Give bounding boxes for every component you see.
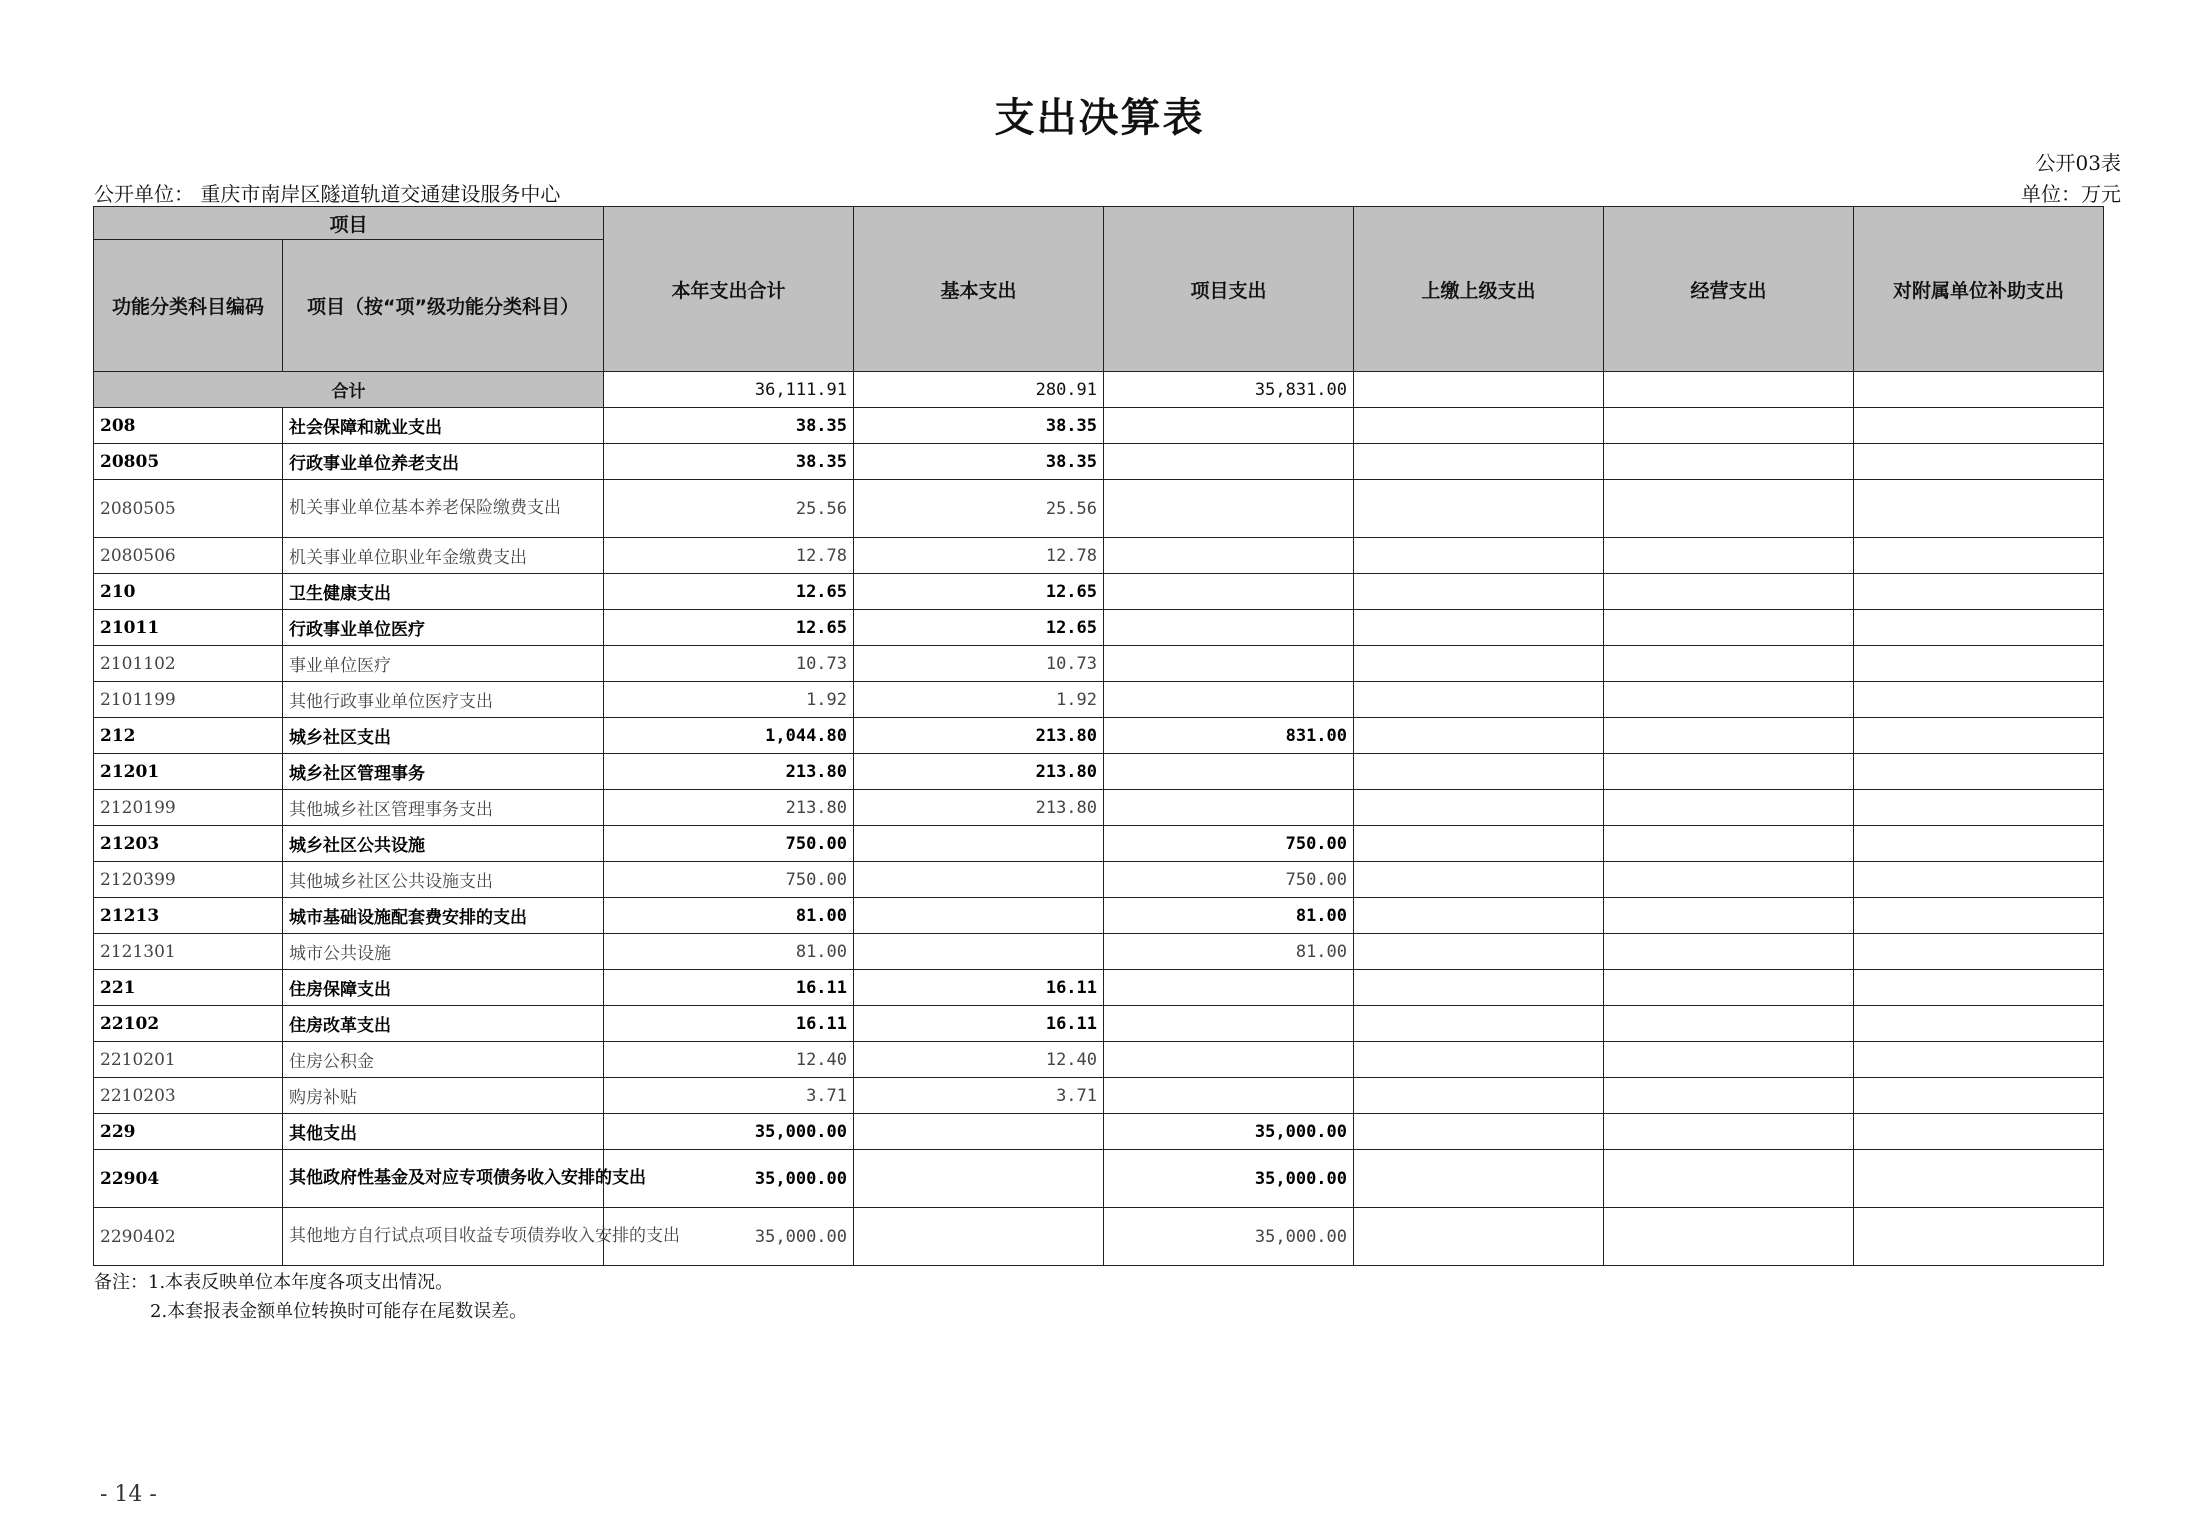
total-label: 合计 xyxy=(94,372,604,408)
row-operation xyxy=(1604,898,1854,934)
row-upper xyxy=(1354,1042,1604,1078)
row-name: 行政事业单位养老支出 xyxy=(283,444,604,480)
row-upper xyxy=(1354,754,1604,790)
row-subsidy xyxy=(1854,1078,2104,1114)
row-subsidy xyxy=(1854,826,2104,862)
total-upper xyxy=(1354,372,1604,408)
row-operation xyxy=(1604,790,1854,826)
row-project xyxy=(1104,754,1354,790)
row-project: 81.00 xyxy=(1104,934,1354,970)
row-upper xyxy=(1354,718,1604,754)
table-row xyxy=(94,480,2104,538)
row-code: 20805 xyxy=(94,444,283,480)
row-subsidy xyxy=(1854,538,2104,574)
row-code: 2080505 xyxy=(94,480,283,538)
table-row xyxy=(94,538,2104,574)
row-name: 城乡社区管理事务 xyxy=(283,754,604,790)
row-code: 2210201 xyxy=(94,1042,283,1078)
row-subsidy xyxy=(1854,1208,2104,1266)
row-upper xyxy=(1354,682,1604,718)
form-number: 公开03表 xyxy=(2035,151,2121,175)
total-project: 35,831.00 xyxy=(1104,372,1354,408)
row-code: 2210203 xyxy=(94,1078,283,1114)
row-name: 住房改革支出 xyxy=(283,1006,604,1042)
row-upper xyxy=(1354,790,1604,826)
row-subsidy xyxy=(1854,408,2104,444)
row-name: 其他城乡社区公共设施支出 xyxy=(283,862,604,898)
row-name: 住房公积金 xyxy=(283,1042,604,1078)
row-total: 25.56 xyxy=(604,480,854,538)
table-row xyxy=(94,1042,2104,1078)
row-code: 21201 xyxy=(94,754,283,790)
row-operation xyxy=(1604,682,1854,718)
table-row xyxy=(94,682,2104,718)
row-operation xyxy=(1604,718,1854,754)
row-project xyxy=(1104,1078,1354,1114)
table-row xyxy=(94,862,2104,898)
row-basic xyxy=(854,898,1104,934)
page-title: 支出决算表 xyxy=(994,95,1205,141)
row-subsidy xyxy=(1854,610,2104,646)
table-row xyxy=(94,1208,2104,1266)
row-project: 750.00 xyxy=(1104,862,1354,898)
total-basic: 280.91 xyxy=(854,372,1104,408)
table-row xyxy=(94,408,2104,444)
row-project xyxy=(1104,574,1354,610)
row-upper xyxy=(1354,1208,1604,1266)
row-code: 2080506 xyxy=(94,538,283,574)
row-total: 16.11 xyxy=(604,970,854,1006)
row-code: 229 xyxy=(94,1114,283,1150)
row-code: 21011 xyxy=(94,610,283,646)
row-name: 其他地方自行试点项目收益专项债券收入安排的支出 xyxy=(283,1208,604,1266)
table-row xyxy=(94,718,2104,754)
row-basic: 16.11 xyxy=(854,970,1104,1006)
table-row xyxy=(94,646,2104,682)
row-code: 2101199 xyxy=(94,682,283,718)
row-project xyxy=(1104,408,1354,444)
row-basic xyxy=(854,862,1104,898)
note-2: 2.本套报表金额单位转换时可能存在尾数误差。 xyxy=(150,1301,528,1322)
row-project xyxy=(1104,480,1354,538)
row-total: 12.65 xyxy=(604,574,854,610)
row-basic: 12.65 xyxy=(854,574,1104,610)
row-operation xyxy=(1604,754,1854,790)
row-basic xyxy=(854,1114,1104,1150)
row-total: 750.00 xyxy=(604,826,854,862)
row-name: 购房补贴 xyxy=(283,1078,604,1114)
row-operation xyxy=(1604,610,1854,646)
row-name: 其他政府性基金及对应专项债务收入安排的支出 xyxy=(283,1150,604,1208)
row-code: 2120199 xyxy=(94,790,283,826)
row-total: 12.78 xyxy=(604,538,854,574)
row-basic: 10.73 xyxy=(854,646,1104,682)
header-code: 功能分类科目编码 xyxy=(94,240,283,372)
row-upper xyxy=(1354,826,1604,862)
row-basic: 38.35 xyxy=(854,408,1104,444)
row-code: 22102 xyxy=(94,1006,283,1042)
row-total: 12.40 xyxy=(604,1042,854,1078)
row-project xyxy=(1104,444,1354,480)
table-row xyxy=(94,574,2104,610)
row-subsidy xyxy=(1854,682,2104,718)
table-row xyxy=(94,610,2104,646)
row-name: 城乡社区公共设施 xyxy=(283,826,604,862)
row-operation xyxy=(1604,826,1854,862)
row-code: 212 xyxy=(94,718,283,754)
row-subsidy xyxy=(1854,1114,2104,1150)
table-row xyxy=(94,826,2104,862)
row-name: 其他支出 xyxy=(283,1114,604,1150)
row-total: 3.71 xyxy=(604,1078,854,1114)
row-basic xyxy=(854,1208,1104,1266)
row-name: 机关事业单位职业年金缴费支出 xyxy=(283,538,604,574)
table-row xyxy=(94,934,2104,970)
row-operation xyxy=(1604,646,1854,682)
row-upper xyxy=(1354,538,1604,574)
row-subsidy xyxy=(1854,574,2104,610)
table-row xyxy=(94,444,2104,480)
row-upper xyxy=(1354,862,1604,898)
row-upper xyxy=(1354,898,1604,934)
total-row xyxy=(94,372,2104,408)
row-basic xyxy=(854,826,1104,862)
row-subsidy xyxy=(1854,1042,2104,1078)
row-subsidy xyxy=(1854,1006,2104,1042)
row-operation xyxy=(1604,862,1854,898)
row-basic: 3.71 xyxy=(854,1078,1104,1114)
row-project xyxy=(1104,538,1354,574)
header-operation: 经营支出 xyxy=(1604,207,1854,372)
row-total: 35,000.00 xyxy=(604,1150,854,1208)
row-operation xyxy=(1604,408,1854,444)
row-basic: 213.80 xyxy=(854,754,1104,790)
row-project: 831.00 xyxy=(1104,718,1354,754)
table-row xyxy=(94,790,2104,826)
note-1: 备注：1.本表反映单位本年度各项支出情况。 xyxy=(94,1272,454,1293)
row-project xyxy=(1104,970,1354,1006)
row-subsidy xyxy=(1854,480,2104,538)
row-total: 35,000.00 xyxy=(604,1114,854,1150)
row-upper xyxy=(1354,646,1604,682)
row-upper xyxy=(1354,1150,1604,1208)
row-code: 221 xyxy=(94,970,283,1006)
row-project xyxy=(1104,646,1354,682)
header-project: 项目 xyxy=(94,207,604,240)
row-operation xyxy=(1604,970,1854,1006)
row-total: 35,000.00 xyxy=(604,1208,854,1266)
row-total: 38.35 xyxy=(604,408,854,444)
row-basic: 1.92 xyxy=(854,682,1104,718)
unit-label: 单位：万元 xyxy=(2021,182,2121,206)
row-project xyxy=(1104,610,1354,646)
page-number: - 14 - xyxy=(100,1482,157,1507)
row-operation xyxy=(1604,480,1854,538)
row-upper xyxy=(1354,1006,1604,1042)
row-project: 35,000.00 xyxy=(1104,1150,1354,1208)
row-total: 38.35 xyxy=(604,444,854,480)
header-total: 本年支出合计 xyxy=(604,207,854,372)
row-subsidy xyxy=(1854,790,2104,826)
row-upper xyxy=(1354,574,1604,610)
header-subsidiary-subsidy: 对附属单位补助支出 xyxy=(1854,207,2104,372)
row-code: 2120399 xyxy=(94,862,283,898)
row-upper xyxy=(1354,970,1604,1006)
table-body xyxy=(94,372,2104,1266)
table-row xyxy=(94,898,2104,934)
row-subsidy xyxy=(1854,934,2104,970)
row-basic: 16.11 xyxy=(854,1006,1104,1042)
row-total: 81.00 xyxy=(604,934,854,970)
row-subsidy xyxy=(1854,970,2104,1006)
row-total: 750.00 xyxy=(604,862,854,898)
table-row xyxy=(94,1006,2104,1042)
row-project xyxy=(1104,790,1354,826)
row-name: 社会保障和就业支出 xyxy=(283,408,604,444)
total-subsidy xyxy=(1854,372,2104,408)
row-basic: 12.78 xyxy=(854,538,1104,574)
row-total: 213.80 xyxy=(604,754,854,790)
row-name: 事业单位医疗 xyxy=(283,646,604,682)
org-name: 重庆市南岸区隧道轨道交通建设服务中心 xyxy=(200,182,561,206)
row-total: 16.11 xyxy=(604,1006,854,1042)
row-name: 城市基础设施配套费安排的支出 xyxy=(283,898,604,934)
row-name: 城乡社区支出 xyxy=(283,718,604,754)
row-upper xyxy=(1354,610,1604,646)
row-upper xyxy=(1354,444,1604,480)
row-subsidy xyxy=(1854,898,2104,934)
row-code: 21203 xyxy=(94,826,283,862)
table-row xyxy=(94,1078,2104,1114)
row-name: 其他城乡社区管理事务支出 xyxy=(283,790,604,826)
row-operation xyxy=(1604,538,1854,574)
row-basic: 25.56 xyxy=(854,480,1104,538)
row-name: 行政事业单位医疗 xyxy=(283,610,604,646)
row-upper xyxy=(1354,480,1604,538)
row-total: 1.92 xyxy=(604,682,854,718)
row-code: 21213 xyxy=(94,898,283,934)
row-name: 其他行政事业单位医疗支出 xyxy=(283,682,604,718)
total-operation xyxy=(1604,372,1854,408)
row-basic xyxy=(854,1150,1104,1208)
org-line xyxy=(94,178,560,207)
header-project-expense: 项目支出 xyxy=(1104,207,1354,372)
row-code: 2101102 xyxy=(94,646,283,682)
row-name: 机关事业单位基本养老保险缴费支出 xyxy=(283,480,604,538)
header-name: 项目（按“项”级功能分类科目） xyxy=(283,240,604,372)
row-basic: 38.35 xyxy=(854,444,1104,480)
row-upper xyxy=(1354,408,1604,444)
row-upper xyxy=(1354,1114,1604,1150)
table-row xyxy=(94,1150,2104,1208)
row-code: 2290402 xyxy=(94,1208,283,1266)
row-total: 1,044.80 xyxy=(604,718,854,754)
row-name: 城市公共设施 xyxy=(283,934,604,970)
row-operation xyxy=(1604,574,1854,610)
row-project: 750.00 xyxy=(1104,826,1354,862)
table-row xyxy=(94,970,2104,1006)
row-subsidy xyxy=(1854,444,2104,480)
row-total: 81.00 xyxy=(604,898,854,934)
org-label: 公开单位： xyxy=(94,182,194,206)
row-operation xyxy=(1604,444,1854,480)
row-subsidy xyxy=(1854,862,2104,898)
row-total: 213.80 xyxy=(604,790,854,826)
row-project xyxy=(1104,1042,1354,1078)
row-project: 35,000.00 xyxy=(1104,1114,1354,1150)
row-code: 2121301 xyxy=(94,934,283,970)
table-row xyxy=(94,754,2104,790)
row-name: 住房保障支出 xyxy=(283,970,604,1006)
row-operation xyxy=(1604,1114,1854,1150)
row-operation xyxy=(1604,1006,1854,1042)
row-name: 卫生健康支出 xyxy=(283,574,604,610)
row-project xyxy=(1104,1006,1354,1042)
row-basic xyxy=(854,934,1104,970)
row-project: 35,000.00 xyxy=(1104,1208,1354,1266)
row-upper xyxy=(1354,934,1604,970)
row-subsidy xyxy=(1854,646,2104,682)
row-operation xyxy=(1604,934,1854,970)
row-code: 22904 xyxy=(94,1150,283,1208)
row-basic: 213.80 xyxy=(854,718,1104,754)
header-upper-remit: 上缴上级支出 xyxy=(1354,207,1604,372)
row-project: 81.00 xyxy=(1104,898,1354,934)
row-subsidy xyxy=(1854,1150,2104,1208)
row-operation xyxy=(1604,1208,1854,1266)
expenditure-table xyxy=(93,206,2104,1266)
header-basic: 基本支出 xyxy=(854,207,1104,372)
row-basic: 12.40 xyxy=(854,1042,1104,1078)
row-code: 208 xyxy=(94,408,283,444)
row-operation xyxy=(1604,1042,1854,1078)
row-upper xyxy=(1354,1078,1604,1114)
row-total: 10.73 xyxy=(604,646,854,682)
row-operation xyxy=(1604,1078,1854,1114)
row-basic: 12.65 xyxy=(854,610,1104,646)
row-project xyxy=(1104,682,1354,718)
row-subsidy xyxy=(1854,718,2104,754)
table-row xyxy=(94,1114,2104,1150)
row-subsidy xyxy=(1854,754,2104,790)
row-total: 12.65 xyxy=(604,610,854,646)
row-operation xyxy=(1604,1150,1854,1208)
row-code: 210 xyxy=(94,574,283,610)
row-basic: 213.80 xyxy=(854,790,1104,826)
total-sum: 36,111.91 xyxy=(604,372,854,408)
